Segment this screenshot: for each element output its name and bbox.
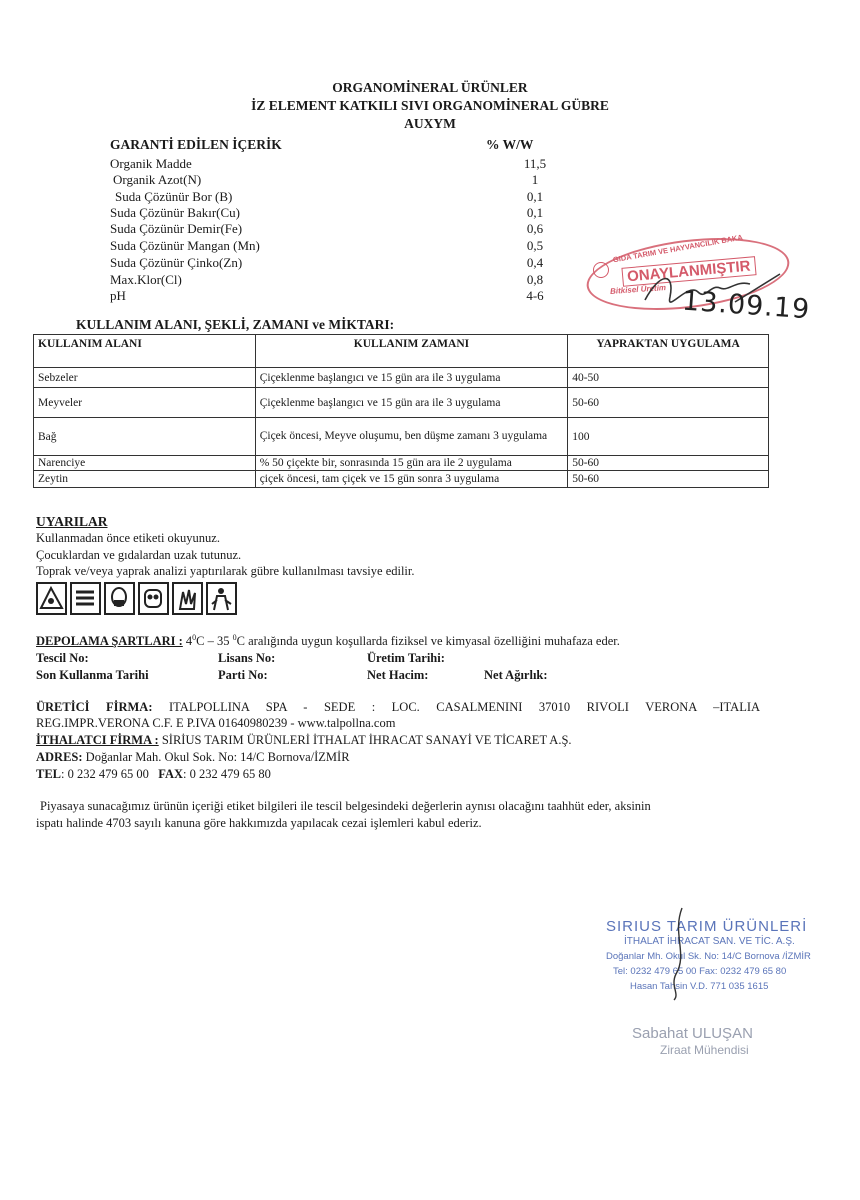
protective-clothing-icon — [206, 582, 237, 615]
title-line-2: İZ ELEMENT KATKILI SIVI ORGANOMİNERAL GÜBRE — [251, 98, 609, 113]
cell-amount: 40-50 — [568, 368, 769, 388]
importer-name: SİRİUS TARIM ÜRÜNLERİ İTHALAT İHRACAT SANAYİ VE TİCARET A.Ş. — [161, 733, 572, 747]
guarantee-row: Suda Çözünür Çinko(Zn) 0,4 — [110, 255, 544, 270]
production-date-label: Üretim Tarihi: — [367, 651, 445, 665]
cell-area: Bağ — [34, 418, 256, 456]
storage-label: DEPOLAMA ŞARTLARI : — [36, 634, 183, 649]
guarantee-row: Suda Çözünür Demir(Fe) 0,6 — [110, 221, 544, 236]
guarantee-unit: % W/W — [486, 137, 534, 152]
col-header-amount: YAPRAKTAN UYGULAMA — [568, 335, 769, 368]
net-weight-label: Net Ağırlık: — [484, 668, 548, 682]
company-stamp-line: İTHALAT İHRACAT SAN. VE TİC. A.Ş. — [624, 936, 795, 947]
registration-label: Tescil No: — [36, 651, 89, 665]
tel-label: TEL — [36, 767, 62, 781]
batch-label: Parti No: — [218, 668, 268, 682]
guarantee-title: GARANTİ EDİLEN İÇERİK — [110, 137, 282, 152]
producer-registry: REG.IMPR.VERONA C.F. E P.IVA 01640980239 - www.talpollna.com — [36, 716, 396, 730]
guarantee-row: Suda Çözünür Bakır(Cu) 0,1 — [110, 205, 544, 220]
degree-mark: 0 — [232, 633, 237, 642]
usage-title: KULLANIM ALANI, ŞEKLİ, ZAMANI ve MİKTARI: — [76, 317, 395, 332]
declaration-line-1: Piyasaya sunacağımız ürünün içeriği etiket bilgileri ile tescil belgesindeki değerlerin aynısı olacağını taahhüt eder, aksinin — [40, 799, 651, 813]
title-line-1: ORGANOMİNERAL ÜRÜNLER — [332, 80, 528, 95]
guarantee-row: pH 4-6 — [110, 288, 544, 303]
expiry-date-label: Son Kullanma Tarihi — [36, 668, 149, 682]
cell-amount: 50-60 — [568, 388, 769, 418]
tel-value: : 0 232 479 65 00 — [61, 767, 149, 781]
product-name: AUXYM — [404, 116, 456, 131]
wash-hands-icon — [70, 582, 101, 615]
producer-label: ÜRETİCİ FİRMA: — [36, 700, 153, 714]
storage-line — [36, 633, 620, 649]
table-row — [34, 456, 769, 471]
warning-line: Kullanmadan önce etiketi okuyunuz. — [36, 531, 220, 545]
net-volume-label: Net Hacim: — [367, 668, 429, 682]
cell-amount: 100 — [568, 418, 769, 456]
company-stamp-line: Hasan Tahsin V.D. 771 035 1615 — [630, 981, 769, 992]
importer-line — [36, 733, 572, 748]
guarantee-row: Suda Çözünür Bor (B) 0,1 — [115, 189, 544, 204]
cell-time: Çiçeklenme başlangıcı ve 15 gün ara ile 3 uygulama — [255, 388, 568, 418]
engineer-title: Ziraat Mühendisi — [660, 1043, 749, 1057]
guarantee-row: Organik Madde 11,5 — [110, 156, 547, 171]
address-value: Doğanlar Mah. Okul Sok. No: 14/C Bornova/İZMİR — [85, 750, 350, 764]
cell-time: Çiçeklenme başlangıcı ve 15 gün ara ile 3 uygulama — [255, 368, 568, 388]
engineer-name: Sabahat ULUŞAN — [632, 1025, 753, 1042]
company-stamp-name: SIRIUS TARIM ÜRÜNLERİ — [606, 918, 808, 935]
declaration-line-2: ispatı halinde 4703 sayılı kanuna göre hakkımızda yapılacak cezai işlemleri kabul ederiz. — [36, 816, 482, 830]
cell-time: çiçek öncesi, tam çiçek ve 15 gün sonra 3 uygulama — [255, 471, 568, 488]
warning-line: Toprak ve/veya yaprak analizi yaptırılarak gübre kullanılması tavsiye edilir. — [36, 564, 415, 578]
hazard-icon — [36, 582, 67, 615]
table-row — [34, 388, 769, 418]
cell-area: Narenciye — [34, 456, 256, 471]
usage-header-row — [34, 335, 769, 368]
degree-mark: 0 — [192, 633, 197, 642]
address-label: ADRES: — [36, 750, 83, 764]
fax-label: FAX — [158, 767, 184, 781]
company-stamp-line: Tel: 0232 479 65 00 Fax: 0232 479 65 80 — [613, 966, 787, 977]
gloves-icon — [172, 582, 203, 615]
cell-area: Meyveler — [34, 388, 256, 418]
warnings-title: UYARILAR — [36, 514, 108, 529]
stamp-arc-text: GIDA TARIM VE HAYVANCILIK BAKA — [612, 232, 744, 265]
col-header-time: KULLANIM ZAMANI — [255, 335, 568, 368]
usage-table — [33, 334, 769, 488]
cell-area: Sebzeler — [34, 368, 256, 388]
stamp-date-handwritten: 13.09.19 — [681, 285, 812, 326]
col-header-area: KULLANIM ALANI — [34, 335, 256, 368]
storage-temp-low: 4 — [185, 634, 193, 649]
stamp-main-text: ONAYLANMIŞTIR — [621, 256, 756, 287]
storage-temp-text: C – 35 — [196, 634, 230, 649]
storage-text: C aralığında uygun koşullarda fiziksel ve kimyasal özelliğini muhafaza eder. — [236, 634, 620, 649]
guarantee-row: Suda Çözünür Mangan (Mn) 0,5 — [110, 238, 544, 253]
table-row — [34, 418, 769, 456]
cell-time: % 50 çiçekte bir, sonrasında 15 gün ara ile 2 uygulama — [255, 456, 568, 471]
address-line — [36, 750, 350, 765]
stamp-emblem-icon — [593, 262, 609, 278]
producer-address: ITALPOLLINA SPA - SEDE : LOC. CASALMENINI 37010 RIVOLI VERONA –ITALIA — [169, 700, 761, 714]
goggles-icon — [138, 582, 169, 615]
cell-amount: 50-60 — [568, 471, 769, 488]
table-row — [34, 368, 769, 388]
cell-time: Çiçek öncesi, Meyve oluşumu, ben düşme zamanı 3 uygulama — [255, 418, 568, 456]
company-stamp-line: Doğanlar Mh. Okul Sk. No: 14/C Bornova /İZMİR — [606, 951, 811, 962]
cell-area: Zeytin — [34, 471, 256, 488]
table-row — [34, 471, 769, 488]
fax-value: : 0 232 479 65 80 — [183, 767, 271, 781]
warning-line: Çocuklardan ve gıdalardan uzak tutunuz. — [36, 548, 242, 562]
stamp-bottom-text: Bitkisel Üretim — [609, 283, 667, 296]
guarantee-row: Max.Klor(Cl) 0,8 — [110, 272, 544, 287]
phone-line — [36, 767, 271, 782]
face-mask-icon — [104, 582, 135, 615]
company-signature-mark — [664, 904, 694, 1004]
importer-label: İTHALATCI FİRMA : — [36, 733, 159, 747]
license-label: Lisans No: — [218, 651, 276, 665]
guarantee-row: Organik Azot(N) 1 — [113, 172, 539, 187]
cell-amount: 50-60 — [568, 456, 769, 471]
producer-line — [36, 700, 760, 715]
